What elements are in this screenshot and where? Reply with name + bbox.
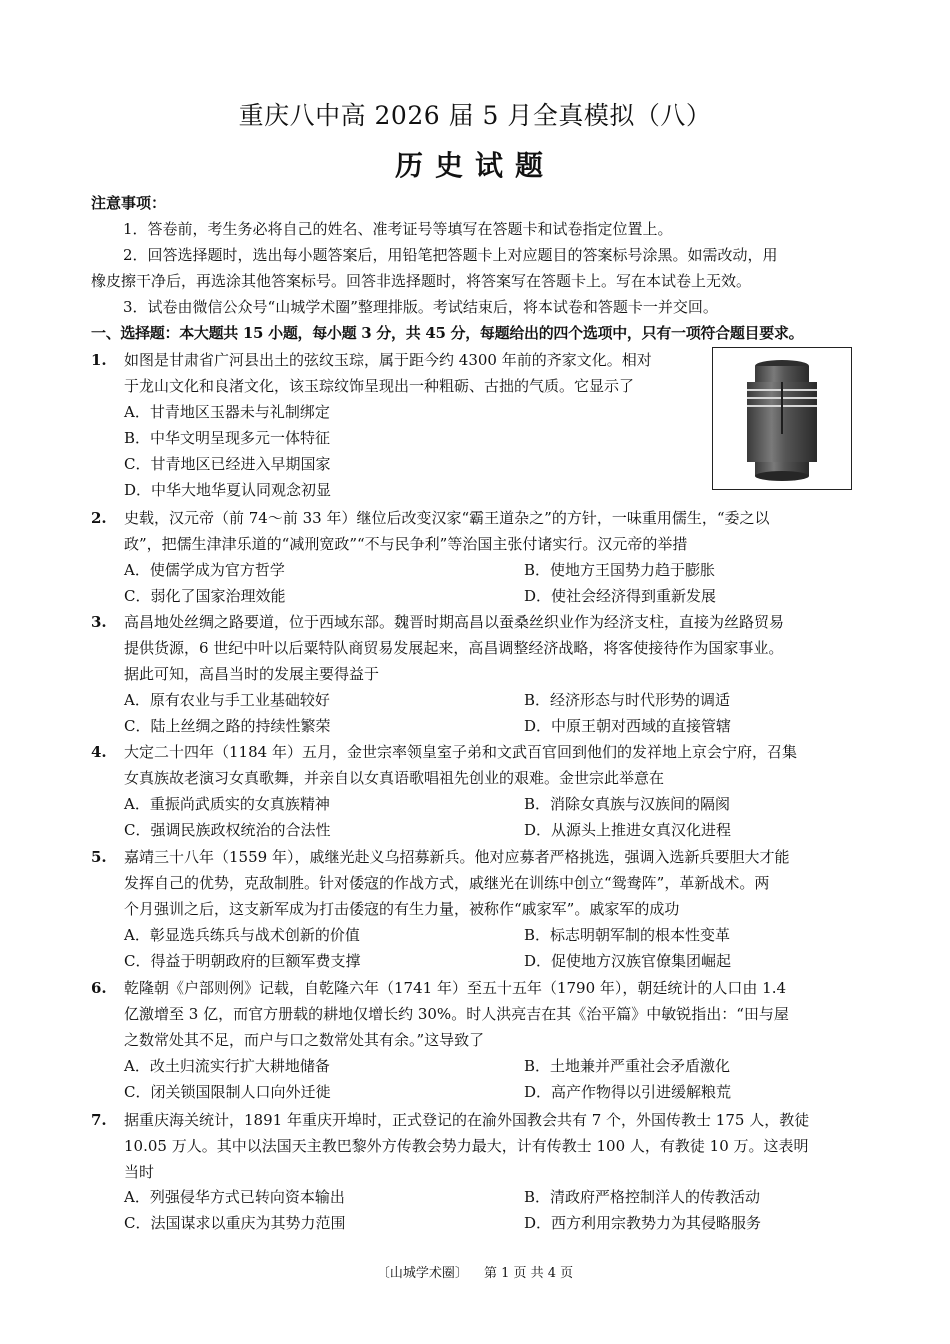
question-stem-line: 嘉靖三十八年（1559 年），戚继光赴义乌招募新兵。他对应募者严格挑选，强调入选新兵要胆大才能	[124, 848, 790, 866]
question-stem-line: 乾隆朝《户部则例》记载，自乾隆六年（1741 年）至五十五年（1790 年），朝廷统计的人口由 1.4	[124, 979, 787, 997]
page-title: 重庆八中高 2026 届 5 月全真模拟（八）	[238, 101, 712, 130]
question-number: 7.	[91, 1111, 107, 1129]
option-b[interactable]: B．土地兼并严重社会矛盾激化	[524, 1057, 731, 1075]
option-b[interactable]: B．标志明朝军制的根本性变革	[524, 926, 731, 944]
question-stem-line: 女真族故老演习女真歌舞，并亲自以女真语歌唱祖先创业的艰难。金世宗此举意在	[124, 769, 665, 787]
option-a[interactable]: A．列强侵华方式已转向资本输出	[124, 1188, 345, 1206]
question-stem-line: 史载，汉元帝（前 74～前 33 年）继位后改变汉家“霸王道杂之”的方针，一味重用儒生，“委之以	[124, 509, 770, 527]
notice-heading: 注意事项：	[91, 194, 167, 212]
question-stem-line: 当时	[124, 1163, 155, 1181]
question-stem-line: 亿激增至 3 亿，而官方册载的耕地仅增长约 30%。时人洪亮吉在其《治平篇》中敏锐指出：“田与屋	[124, 1005, 789, 1023]
page-subtitle: 历史试题	[394, 149, 555, 182]
question-stem-line: 10.05 万人。其中以法国天主教巴黎外方传教会势力最大，计有传教士 100 人，有教徒 10 万。这表明	[124, 1137, 809, 1155]
option-d[interactable]: D．西方利用宗教势力为其侵略服务	[524, 1214, 762, 1232]
question-stem-line: 于龙山文化和良渚文化，该玉琮纹饰呈现出一种粗砺、古拙的气质。它显示了	[124, 377, 635, 395]
option-c[interactable]: C．强调民族政权统治的合法性	[124, 821, 331, 839]
option-c[interactable]: C．得益于明朝政府的巨额军费支撑	[124, 952, 361, 970]
question-stem-line: 据重庆海关统计，1891 年重庆开埠时，正式登记的在渝外国教会共有 7 个，外国传教士 175 人，教徒	[124, 1111, 810, 1129]
option-b[interactable]: B．中华文明呈现多元一体特征	[124, 429, 331, 447]
question-number: 5.	[91, 848, 107, 866]
footer-source: 〔山城学术圈〕	[376, 1266, 468, 1281]
question-number: 3.	[91, 613, 107, 631]
option-c[interactable]: C．弱化了国家治理效能	[124, 587, 286, 605]
option-b[interactable]: B．使地方王国势力趋于膨胀	[524, 561, 716, 579]
option-b[interactable]: B．经济形态与时代形势的调适	[524, 691, 731, 709]
question-number: 1.	[91, 351, 107, 369]
question-stem-line: 提供货源，6 世纪中叶以后粟特队商贸易发展起来，高昌调整经济战略，将客使接待作为国家事业。	[124, 639, 784, 657]
option-d[interactable]: D．使社会经济得到重新发展	[524, 587, 717, 605]
question-stem-line: 发挥自己的优势，克敌制胜。针对倭寇的作战方式，戚继光在训练中创立“鸳鸯阵”，革新战术。两	[124, 874, 770, 892]
question-number: 2.	[91, 509, 107, 527]
option-d[interactable]: D．促使地方汉族官僚集团崛起	[524, 952, 732, 970]
notice-item-1: 1．答卷前，考生务必将自己的姓名、准考证号等填写在答题卡和试卷指定位置上。	[123, 220, 673, 238]
option-d[interactable]: D．中原王朝对西域的直接管辖	[524, 717, 732, 735]
option-b[interactable]: B．清政府严格控制洋人的传教活动	[524, 1188, 761, 1206]
option-c[interactable]: C．闭关锁国限制人口向外迁徙	[124, 1083, 331, 1101]
option-a[interactable]: A．使儒学成为官方哲学	[124, 561, 285, 579]
option-c[interactable]: C．陆上丝绸之路的持续性繁荣	[124, 717, 331, 735]
notice-item-3: 3．试卷由微信公众号“山城学术圈”整理排版。考试结束后，将本试卷和答题卡一并交回。	[123, 298, 718, 316]
question-stem-line: 据此可知，高昌当时的发展主要得益于	[124, 665, 380, 683]
option-d[interactable]: D．从源头上推进女真汉化进程	[524, 821, 732, 839]
option-d[interactable]: D．中华大地华夏认同观念初显	[124, 481, 332, 499]
option-a[interactable]: A．重振尚武质实的女真族精神	[124, 795, 330, 813]
option-b[interactable]: B．消除女真族与汉族间的隔阂	[524, 795, 731, 813]
question-stem-line: 政”，把儒生津津乐道的“减刑宽政”“不与民争利”等治国主张付诸实行。汉元帝的举措	[124, 535, 688, 553]
question-stem-line: 如图是甘肃省广河县出土的弦纹玉琮，属于距今约 4300 年前的齐家文化。相对	[124, 351, 652, 369]
jade-cong-illustration	[713, 348, 851, 489]
question-stem-line: 个月强训之后，这支新军成为打击倭寇的有生力量，被称作“戚家军”。戚家军的成功	[124, 900, 680, 918]
section-heading: 一、选择题：本大题共 15 小题，每小题 3 分，共 45 分，每题给出的四个选项中，只有一项符合题目要求。	[91, 324, 804, 342]
option-a[interactable]: A．甘青地区玉器未与礼制绑定	[124, 403, 330, 421]
footer-page-number: 第 1 页 共 4 页	[483, 1266, 574, 1281]
option-d[interactable]: D．高产作物得以引进缓解粮荒	[524, 1083, 732, 1101]
option-c[interactable]: C．甘青地区已经进入早期国家	[124, 455, 331, 473]
option-a[interactable]: A．改土归流实行扩大耕地储备	[124, 1057, 330, 1075]
jade-cong-image	[712, 347, 852, 490]
question-number: 4.	[91, 743, 107, 761]
page-footer	[0, 1265, 950, 1283]
option-a[interactable]: A．彰显选兵练兵与战术创新的价值	[124, 926, 360, 944]
option-c[interactable]: C．法国谋求以重庆为其势力范围	[124, 1214, 346, 1232]
question-stem-line: 之数常处其不足，而户与口之数常处其有余。”这导致了	[124, 1031, 485, 1049]
option-a[interactable]: A．原有农业与手工业基础较好	[124, 691, 330, 709]
notice-item-2-line-2: 橡皮擦干净后，再选涂其他答案标号。回答非选择题时，将答案写在答题卡上。写在本试卷上无效。	[91, 272, 752, 290]
question-number: 6.	[91, 979, 107, 997]
question-stem-line: 高昌地处丝绸之路要道，位于西域东部。魏晋时期高昌以蚕桑丝织业作为经济支柱，直接为丝路贸易	[124, 613, 785, 631]
notice-item-2-line-1: 2．回答选择题时，选出每小题答案后，用铅笔把答题卡上对应题目的答案标号涂黑。如需改动，用	[123, 246, 778, 264]
question-stem-line: 大定二十四年（1184 年）五月，金世宗率领皇室子弟和文武百官回到他们的发祥地上京会宁府，召集	[124, 743, 797, 761]
